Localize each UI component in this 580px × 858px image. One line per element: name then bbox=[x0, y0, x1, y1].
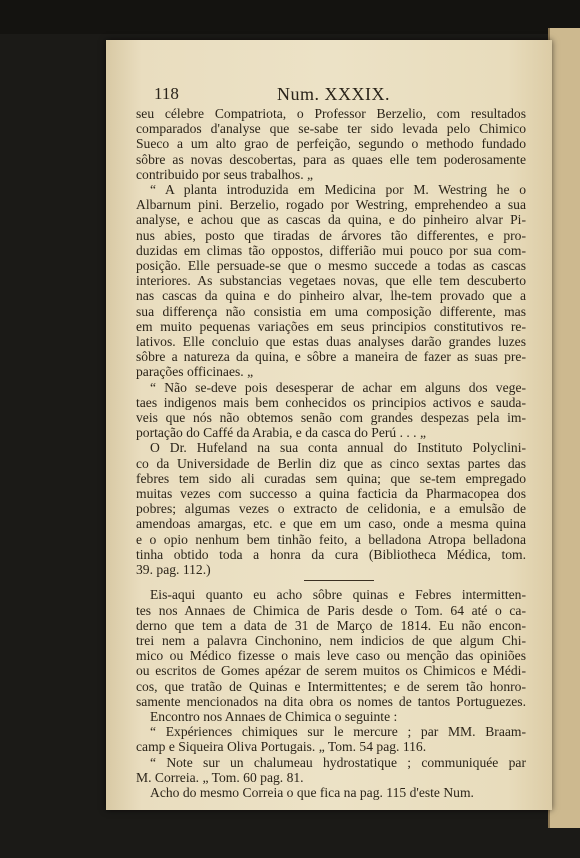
text-line: nas cascas da quina e do pinheiro alvar, lhe-tem provado que a bbox=[136, 288, 526, 304]
text-line: Sueco a um alto grao de perfeição, segundo o methodo fundado bbox=[136, 136, 526, 152]
text-line: tes nos Annaes de Chimica de Paris desde o Tom. 64 até o ca- bbox=[136, 602, 526, 618]
text-line: O Dr. Hufeland na sua conta annual do Instituto Polyclini- bbox=[150, 440, 526, 456]
text-line: amendoas amargas, etc. e que em um caso, onde a mesma quina bbox=[136, 516, 526, 532]
text-line: febres tem sido ali curadas sem quina; que se-tem empregado bbox=[136, 470, 526, 486]
book-page bbox=[106, 40, 552, 810]
text-line: analyse, e achou que as cascas da quina, e do pinheiro alvar Pi- bbox=[136, 212, 526, 228]
facing-page-edge bbox=[548, 28, 580, 828]
text-line: mico ou Médico fizesse o mais leve caso ou menção das opiniões bbox=[136, 648, 526, 664]
text-line: Acho do mesmo Correia o que fica na pag. 115 d'este Num. bbox=[150, 784, 474, 800]
text-line: duzidas em climas tão oppostos, differião mui pouco por sua com- bbox=[136, 242, 526, 258]
text-line: lativos. Elle concluio que estas duas analyses darão grandes luzes bbox=[136, 334, 526, 350]
text-line: sôbre as novas descobertas, para as quaes elle tem poderosamente bbox=[136, 151, 526, 167]
text-line: contribuido por seus trabalhos. „ bbox=[136, 166, 314, 182]
text-line: derno que tem a data de 31 de Março de 1814. Eu não encon- bbox=[136, 617, 526, 633]
text-line: veis que nós não obtemos senão com grandes despezas pela im- bbox=[136, 410, 526, 426]
section-divider bbox=[304, 580, 374, 581]
text-line: 39. pag. 112.) bbox=[136, 562, 211, 578]
text-line: M. Correia. „ Tom. 60 pag. 81. bbox=[136, 769, 304, 785]
text-line: “ A planta introduzida em Medicina por M. Westring he o bbox=[150, 182, 526, 198]
text-line: comparados d'analyse que se-sabe ter sido levada pelo Chimico bbox=[136, 121, 526, 137]
text-line: ou escritos de Gomes apézar de serem muitos os Chimicos e Médi- bbox=[136, 663, 526, 679]
body-text bbox=[136, 106, 526, 800]
text-line: samente mencionados na dita obra os nomes de tantos Portuguezes. bbox=[136, 693, 526, 709]
text-line: parações officinaes. „ bbox=[136, 364, 254, 380]
text-line: pobres; algumas vezes o extracto de celidonia, e a emulsão de bbox=[136, 501, 526, 517]
text-line: interiores. As substancias vegetaes novas, que elle tem descuberto bbox=[136, 273, 526, 289]
text-line: cos, que tratão de Quinas e Intermittentes; e de serem tão honro- bbox=[136, 678, 526, 694]
text-line: sôbre a natureza da quina, e sôbre a maneira de fazer as suas pre- bbox=[136, 349, 526, 365]
scan-background bbox=[0, 0, 580, 34]
text-line: Encontro nos Annaes de Chimica o seguinte : bbox=[150, 708, 398, 724]
text-line: taes indigenos mais bem conhecidos os principios activos e sauda- bbox=[136, 394, 526, 410]
text-line: co da Universidade de Berlin diz que as cinco sextas partes das bbox=[136, 455, 526, 471]
text-line: seu célebre Compatriota, o Professor Berzelio, com resultados bbox=[136, 106, 526, 121]
text-line: Albarnum pini. Berzelio, rogado por Westring, emprehendeo a sua bbox=[136, 197, 526, 213]
text-line: nus abies, posto que tiradas de árvores tão differentes, e pro- bbox=[136, 227, 526, 243]
text-line: posição. Elle persuade-se que o mesmo succede a todas as cascas bbox=[136, 258, 526, 274]
text-line: “ Expériences chimiques sur le mercure ; par MM. Braam- bbox=[150, 724, 526, 740]
text-line: em muito pequenas variações em seus principios constitutivos re- bbox=[136, 318, 526, 334]
text-line: e o opio nenhum bem tinhão feito, a belladona Atropa belladona bbox=[136, 531, 526, 547]
text-line: muitas vezes com successo a quina facticia da Pharmacopea dos bbox=[136, 486, 526, 502]
text-line: tinha obtido toda a honra da cura (Bibliotheca Médica, tom. bbox=[136, 546, 526, 562]
text-line: sua differença não consistia em uma composição differente, mas bbox=[136, 303, 526, 319]
text-line: trei nem a palavra Cinchonino, nem indicios de que algum Chi- bbox=[136, 632, 526, 648]
text-line: portação do Caffé da Arabia, e da casca do Perú . . . „ bbox=[136, 425, 427, 441]
text-line: Eis-aqui quanto eu acho sôbre quinas e Febres intermitten- bbox=[150, 587, 526, 603]
page-header bbox=[154, 84, 534, 108]
page-number: 118 bbox=[154, 84, 179, 103]
text-line: camp e Siqueira Oliva Portugais. „ Tom. 54 pag. 116. bbox=[136, 739, 427, 755]
running-head: Num. XXXIX. bbox=[277, 84, 390, 104]
text-line: “ Note sur un chalumeau hydrostatique ; communiquée par bbox=[150, 754, 526, 770]
text-line: “ Não se-deve pois desesperar de achar em alguns dos vege- bbox=[150, 379, 526, 395]
